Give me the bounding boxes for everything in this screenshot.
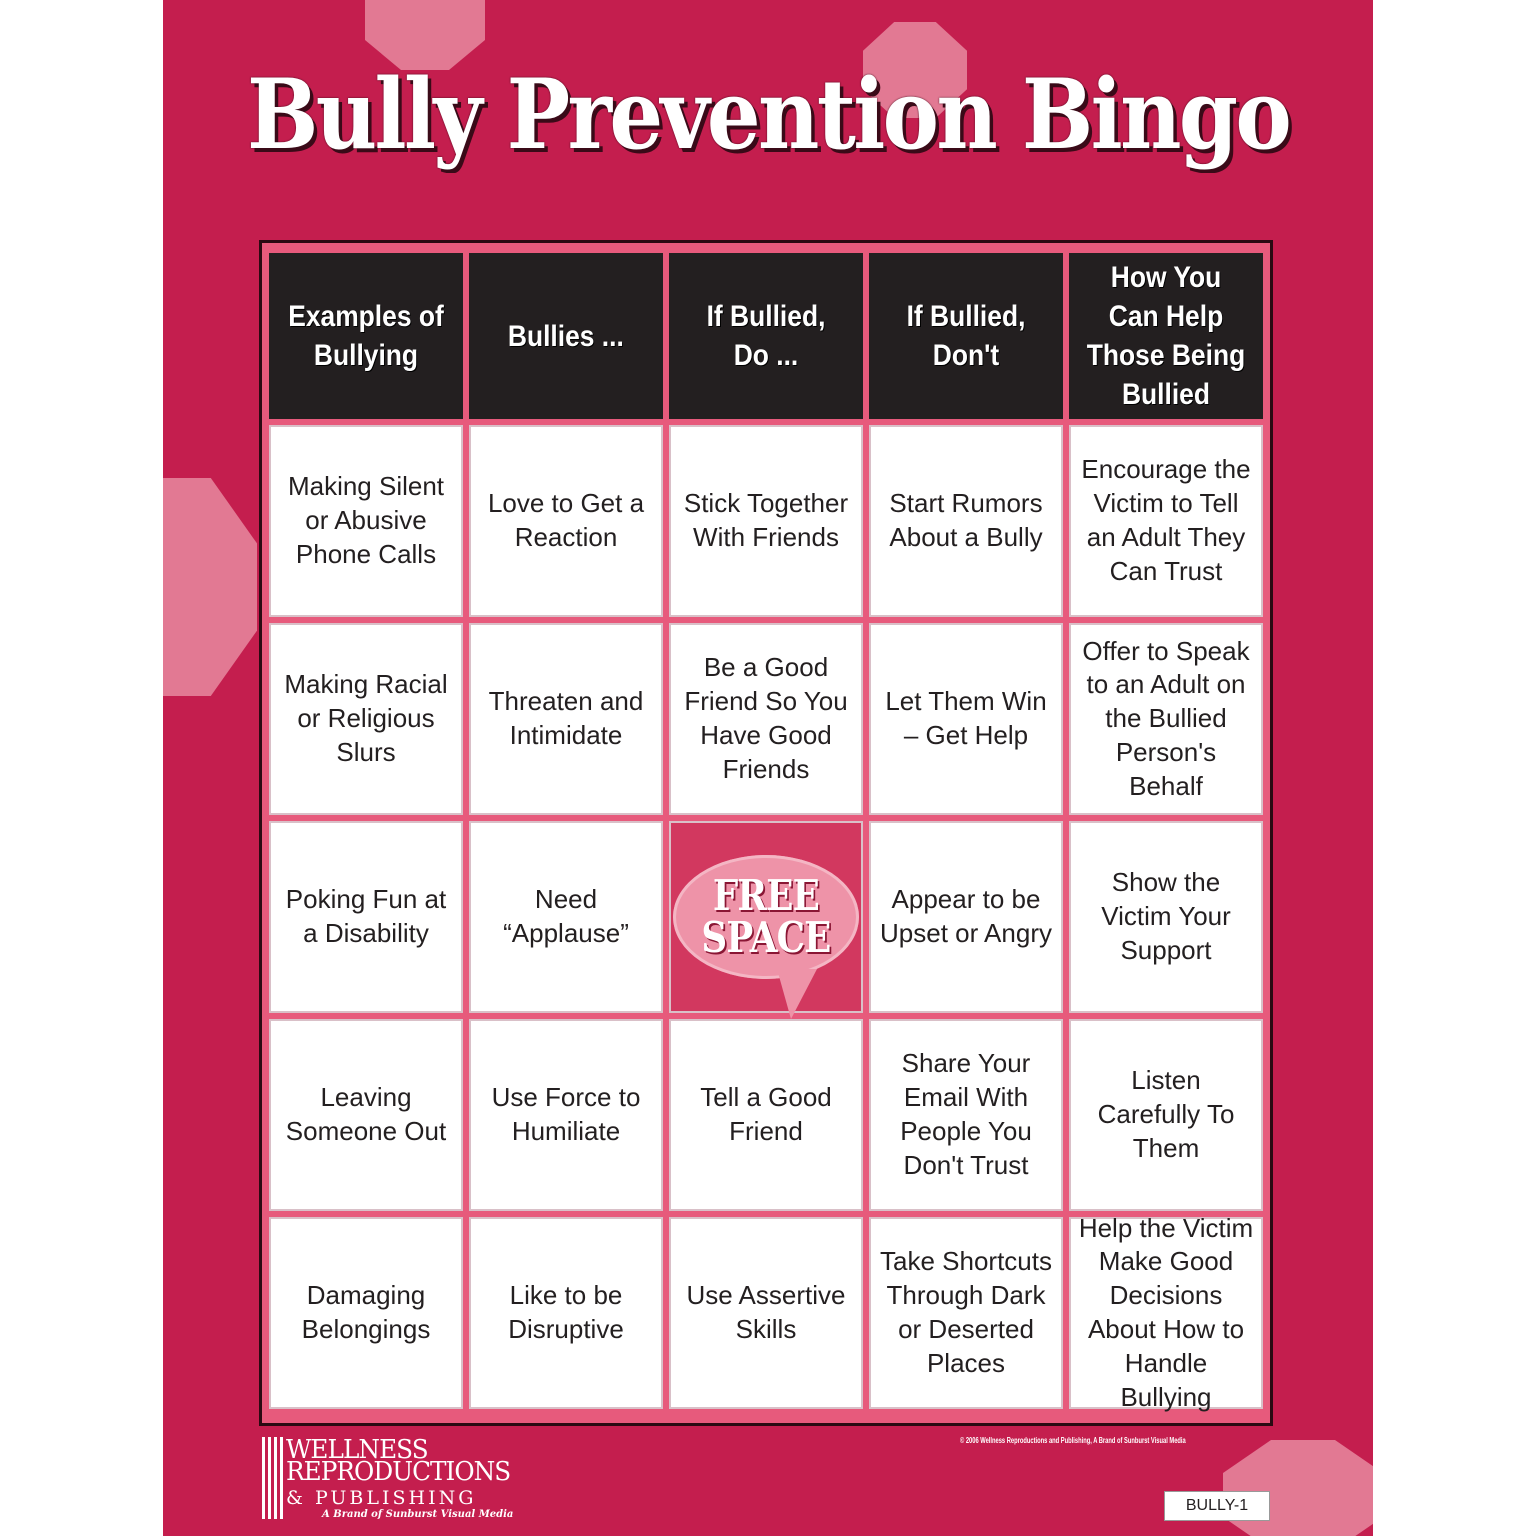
column-header — [269, 253, 463, 419]
bingo-cell: Encourage the Victim to Tell an Adult They Can Trust — [1069, 425, 1263, 617]
bingo-cell: Take Shortcuts Through Dark or Deserted Places — [869, 1217, 1063, 1409]
publisher-name-line: WELLNESS — [286, 1435, 428, 1465]
publisher-name-line: REPRODUCTIONS — [286, 1457, 511, 1487]
column-header — [469, 253, 663, 419]
column-header — [869, 253, 1063, 419]
product-code-badge: BULLY-1 — [1164, 1491, 1270, 1521]
bingo-cell: Like to be Disruptive — [469, 1217, 663, 1409]
speech-bubble-icon — [673, 855, 859, 979]
column-header-label: Examples of Bullying — [288, 300, 444, 372]
bingo-grid — [269, 253, 1263, 1418]
bingo-cell: Be a Good Friend So You Have Good Friends — [669, 623, 863, 815]
bingo-cell: Leaving Someone Out — [269, 1019, 463, 1211]
bingo-cell: Love to Get a Reaction — [469, 425, 663, 617]
bingo-cell: Listen Carefully To Them — [1069, 1019, 1263, 1211]
bingo-cell: Damaging Belongings — [269, 1217, 463, 1409]
bingo-cell: Share Your Email With People You Don't Trust — [869, 1019, 1063, 1211]
free-space-line: FREE — [712, 871, 820, 920]
bingo-cell: Let Them Win – Get Help — [869, 623, 1063, 815]
bingo-cell: Show the Victim Your Support — [1069, 821, 1263, 1013]
column-header-label: How You Can Help Those Being Bullied — [1086, 261, 1246, 411]
bingo-cell: Tell a Good Friend — [669, 1019, 863, 1211]
bingo-cell: Appear to be Upset or Angry — [869, 821, 1063, 1013]
bingo-board — [259, 240, 1273, 1426]
free-space-cell — [669, 821, 863, 1013]
speech-bubble-tail — [777, 969, 817, 1019]
copyright-notice: © 2006 Wellness Reproductions and Publishing, A Brand of Sunburst Visual Media — [960, 1436, 1186, 1445]
bingo-cell: Start Rumors About a Bully — [869, 425, 1063, 617]
bingo-cell: Need “Applause” — [469, 821, 663, 1013]
column-header — [669, 253, 863, 419]
bingo-cell: Making Silent or Abusive Phone Calls — [269, 425, 463, 617]
bingo-cell: Use Assertive Skills — [669, 1217, 863, 1409]
logo-bars-icon — [262, 1437, 284, 1519]
column-header-label: If Bullied, Don't — [906, 300, 1026, 372]
poster — [163, 0, 1373, 1536]
bingo-cell: Stick Together With Friends — [669, 425, 863, 617]
decorative-octagon — [163, 478, 257, 696]
publisher-name-line: & PUBLISHING — [286, 1487, 477, 1509]
bingo-cell: Threaten and Intimidate — [469, 623, 663, 815]
bingo-cell: Making Racial or Religious Slurs — [269, 623, 463, 815]
free-space-line: SPACE — [701, 913, 831, 962]
bingo-cell: Offer to Speak to an Adult on the Bullied Person's Behalf — [1069, 623, 1263, 815]
column-header-label: Bullies ... — [508, 319, 624, 353]
bingo-cell: Use Force to Humiliate — [469, 1019, 663, 1211]
column-header-label: If Bullied, Do ... — [706, 300, 826, 372]
publisher-logo — [262, 1437, 562, 1523]
page-title: Bully Prevention Bingo — [246, 58, 1290, 171]
decorative-octagon — [1223, 1440, 1373, 1536]
free-space-label — [701, 871, 831, 962]
bingo-cell: Help the Victim Make Good Decisions About How to Handle Bullying — [1069, 1217, 1263, 1409]
column-header — [1069, 253, 1263, 419]
bingo-cell: Poking Fun at a Disability — [269, 821, 463, 1013]
publisher-tagline: A Brand of Sunburst Visual Media — [322, 1509, 514, 1520]
